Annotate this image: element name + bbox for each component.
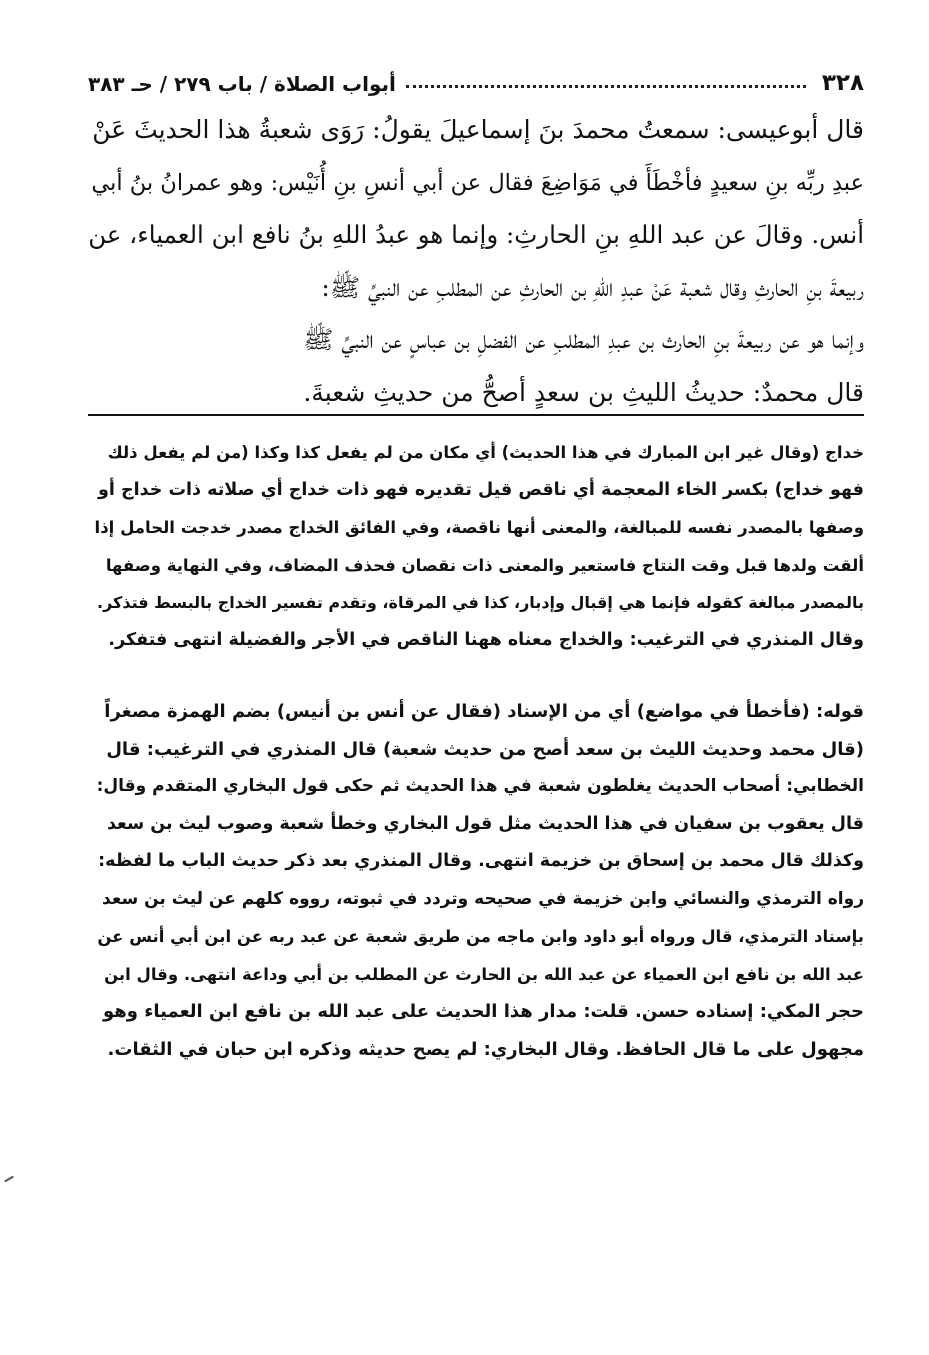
page-header <box>88 56 864 96</box>
text-line: ربيعةَ بنِ الحارثِ وقال شعبة عَنْ عبدِ اللهِ بن الحارثِ عن المطلبِ عن النبيِّ ﷺ: <box>321 272 864 302</box>
hadith-text <box>88 104 864 419</box>
text-line: وإنما هو عن ربيعةَ بنِ الحارث بن عبدِ المطلبِ عن الفضلِ بن عباسٍ عن النبيِّ ﷺ <box>303 325 864 354</box>
running-title: أبواب الصلاة / باب ٢٧٩ / حـ ٣٨٣ <box>88 72 396 96</box>
hadith-paragraph <box>88 104 864 419</box>
commentary-block-1 <box>88 434 864 659</box>
commentary-line: قال يعقوب بن سفيان في هذا الحديث مثل قول البخاري وخطأ شعبة وصوب ليث بن سعد <box>106 813 864 834</box>
commentary-line: الخطابي: أصحاب الحديث يغلطون شعبة في هذا الحديث ثم حكى قول البخاري المتقدم وقال: <box>96 776 864 796</box>
commentary-line: بالمصدر مبالغة كقوله فإنما هي إقبال وإدبار، كذا في المرقاة، وتقدم تفسير الخداج بالبسط فتذكر. <box>97 593 864 612</box>
commentary-line: وكذلك قال محمد بن إسحاق بن خزيمة انتهى. وقال المنذري بعد ذكر حديث الباب ما لفظه: <box>98 851 864 871</box>
commentary-line: رواه الترمذي والنسائي وابن خزيمة في صحيحه وتردد في ثبوته، رووه كلهم عن ليث بن سعد <box>102 888 864 909</box>
commentary-line: عبد الله بن نافع ابن العمياء عن عبد الله بن الحارث عن المطلب بن أبي وداعة انتهى. وقال ابن <box>104 964 864 984</box>
header-dotted-leader <box>406 85 806 88</box>
commentary-paragraph <box>88 434 864 659</box>
text-line: قال أبوعيسى: سمعتُ محمدَ بنَ إسماعيلَ يقولُ: رَوَى شعبةُ هذا الحديثَ عَنْ <box>92 115 864 144</box>
text-line: قال محمدٌ: حديثُ الليثِ بن سعدٍ أصحُّ من حديثِ شعبةَ. <box>303 377 864 407</box>
commentary-line: بإسناد الترمذي، قال ورواه أبو داود وابن ماجه من طريق شعبة عن عبد ربه عن ابن أبي أنس عن <box>97 927 864 946</box>
commentary-paragraph <box>88 693 864 1068</box>
commentary-line: وقال المنذري في الترغيب: والخداج معناه ههنا الناقص في الأجر والفضيلة انتهى فتفكر. <box>108 629 864 650</box>
scan-speck <box>4 1176 14 1183</box>
commentary-line: فهو خداج) بكسر الخاء المعجمة أي ناقص قيل تقديره فهو ذات خداج أي صلاته ذات خداج أو <box>98 479 864 500</box>
commentary-line: (قال محمد وحديث الليث بن سعد أصح من حديث شعبة) قال المنذري في الترغيب: قال <box>106 738 864 760</box>
commentary-line: خداج (وقال غير ابن المبارك في هذا الحديث) أي مكان من لم يفعل كذا وكذا (من لم يفعل ذلك <box>107 443 864 462</box>
commentary-line: وصفها بالمصدر نفسه للمبالغة، والمعنى أنها ناقصة، وفي الفائق الخداج مصدر خدجت الحامل إذا <box>94 518 864 537</box>
text-line: عبدِ ربِّه بنِ سعيدٍ فأخْطَأَ في مَوَاضِعَ فقال عن أبي أنسِ بنِ أُنَيْس: وهو عمرانُ بنُ أبي <box>91 169 864 196</box>
section-divider <box>88 414 864 416</box>
commentary-block-2 <box>88 693 864 1068</box>
commentary-line: مجهول على ما قال الحافظ. وقال البخاري: لم يصح حديثه وذكره ابن حبان في الثقات. <box>107 1038 864 1060</box>
commentary-line: ألقت ولدها قبل وقت النتاج فاستعير والمعنى ذات نقصان فحذف المضاف، وفي النهاية وصفها <box>105 555 864 575</box>
commentary-line: حجر المكي: إسناده حسن. قلت: مدار هذا الحديث على عبد الله بن نافع ابن العمياء وهو <box>103 1001 864 1022</box>
text-line: أنس. وقالَ عن عبد اللهِ بنِ الحارثِ: وإنما هو عبدُ اللهِ بنُ نافع ابن العمياء، عن <box>88 220 864 249</box>
commentary-line: قوله: (فأخطأ في مواضع) أي من الإسناد (فقال عن أنس بن أنيس) بضم الهمزة مصغراً <box>104 701 864 722</box>
page-number: ٣٢٨ <box>821 70 864 96</box>
